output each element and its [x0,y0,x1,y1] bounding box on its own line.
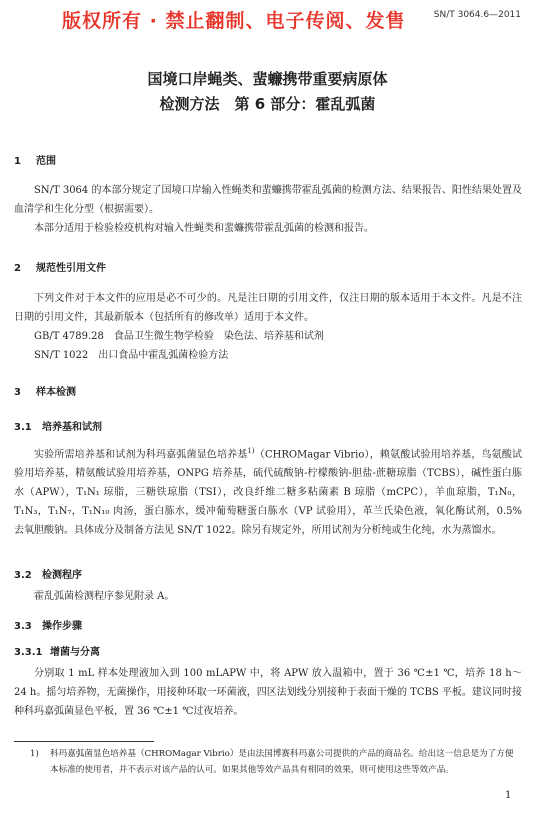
section-1-body [14,181,522,238]
paragraph [14,442,522,540]
footnote [14,746,522,778]
page-number: 1 [505,790,512,801]
paragraph: 本部分适用于检验检疫机构对输入性蝇类和蜚蠊携带霍乱弧菌的检测和报告。 [34,223,374,234]
section-3-3-1-heading [14,643,100,658]
footnote-separator [14,741,154,742]
standard-number: SN/T 3064.6—2011 [433,10,521,20]
section-number: 3.3 [14,621,32,632]
section-title: 培养基和试剂 [42,422,102,433]
copyright-watermark: 版权所有 · 禁止翻制、电子传阅、发售 [62,10,406,32]
section-number: 3.1 [14,422,32,433]
section-3-1-heading [14,418,102,433]
document-title-line1: 国境口岸蝇类、蜚蠊携带重要病原体 [147,70,388,88]
document-title-line2: 检测方法 第 6 部分：霍乱弧菌 [159,95,376,113]
section-3-1-body [14,442,522,540]
section-3-2-body [14,587,522,606]
normative-reference-2: SN/T 1022 出口食品中霍乱弧菌检验方法 [34,350,229,361]
section-number: 3 [14,387,21,398]
section-number: 3.2 [14,570,32,581]
footnote-number: 1) [30,749,39,759]
section-title: 增菌与分离 [50,647,100,658]
paragraph: 分别取 1 mL 样本处理液加入到 100 mLAPW 中，将 APW 放入温箱中，置于 36 ℃±1 ℃，培养 18 h～24 h。摇匀培养物，无菌操作，用接种环取一环菌液，四区法划线分别接种于表面干燥的 TCBS 平板。建议同时接种科玛嘉弧菌显色平板，置 36 ℃±1 ℃过夜培养。 [14,668,522,717]
section-3-2-heading [14,566,82,581]
paragraph: SN/T 3064 的本部分规定了国境口岸输入性蝇类和蜚蠊携带霍乱弧菌的检测方法、结果报告、阳性结果处置及血清学和生化分型（根据需要）。 [14,185,522,215]
footnote-text: 科玛嘉弧菌显色培养基（CHROMagar Vibrio）是由法国博赛科玛嘉公司提供的产品的商品名。给出这一信息是为了方便本标准的使用者，并不表示对该产品的认可。如果其他等效产品具有相同的效果，则可使用这些等效产品。 [50,749,514,775]
section-title: 操作步骤 [42,621,82,632]
section-title: 检测程序 [42,570,82,581]
section-title: 规范性引用文件 [36,263,106,274]
text: 实验所需培养基和试剂为科玛嘉弧菌显色培养基 [34,449,248,461]
section-1-heading [14,152,56,167]
section-title: 样本检测 [36,387,76,398]
paragraph: 霍乱弧菌检测程序参见附录 A。 [34,591,175,602]
footnote-ref: 1) [247,447,255,455]
section-title: 范围 [36,156,56,167]
paragraph: 下列文件对于本文件的应用是必不可少的。凡是注日期的引用文件，仅注日期的版本适用于本文件。凡是不注日期的引用文件，其最新版本（包括所有的修改单）适用于本文件。 [14,293,522,323]
section-number: 1 [14,156,21,167]
section-2-heading [14,259,106,274]
normative-reference-1: GB/T 4789.28 食品卫生微生物学检验 染色法、培养基和试剂 [34,331,324,342]
section-3-heading [14,383,76,398]
section-3-3-1-body [14,664,522,721]
section-number: 2 [14,263,21,274]
text: （CHROMagar Vibrio），赖氨酸试验用培养基，鸟氨酸试验用培养基，精氨酸试验用培养基，ONPG 培养基，硫代硫酸钠-柠檬酸钠-胆盐-蔗糖琼脂（TCBS），碱性蛋白胨水（APW），T₁N₁ 琼脂，三糖铁琼脂（TSI），改良纤维二糖多粘菌素 B 琼脂（mCPC），羊血琼脂，T₁N₀，T₁N₃，T₁N₇，T₁N₁₀ 肉汤，蛋白胨水，缓冲葡萄糖蛋白胨水（VP 试验用），革兰氏染色液，氧化酶试剂，0.5% 去氧胆酸钠。具体成分及制备方法见 SN/T 1022。除另有规定外，所用试剂为分析纯或生化纯，水为蒸馏水。 [14,449,522,537]
section-number: 3.3.1 [14,647,43,658]
section-2-body [14,289,522,327]
section-3-3-heading [14,617,82,632]
